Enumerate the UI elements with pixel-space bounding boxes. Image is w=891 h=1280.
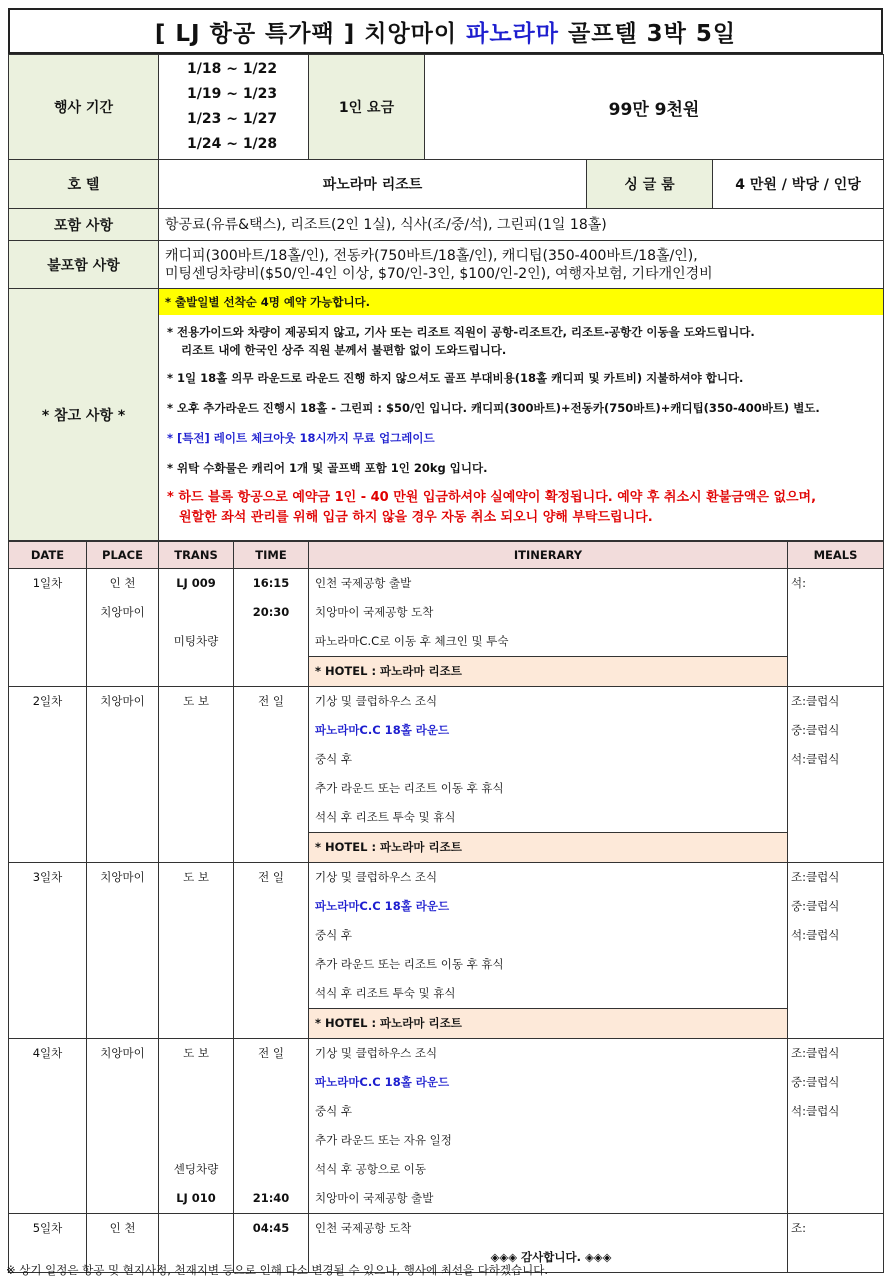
day1-place-2: 치앙마이 <box>87 598 159 627</box>
exclude-label: 불포함 사항 <box>9 241 159 289</box>
day1-trans-3: 미팅차량 <box>159 627 234 657</box>
header-time: TIME <box>234 542 309 569</box>
day2-row-5 <box>9 803 884 833</box>
day1-itin-1: 인천 국제공항 출발 <box>309 569 788 599</box>
day4-row-5 <box>9 1155 884 1184</box>
info-table <box>8 54 884 541</box>
notes-list <box>159 289 884 541</box>
itinerary-table <box>8 541 884 1273</box>
single-room-label: 싱 글 룸 <box>587 160 713 209</box>
title-prefix: [ LJ 항공 특가팩 ] 치앙마이 <box>154 20 467 47</box>
day2-itin-2: 파노라마C.C 18홀 라운드 <box>309 716 788 745</box>
exclude-value <box>159 241 884 289</box>
exclude-line-1: 캐디피(300바트/18홀/인), 전동카(750바트/18홀/인), 캐디팁(350-400바트/18홀/인), <box>165 247 698 264</box>
header-trans: TRANS <box>159 542 234 569</box>
header-itinerary: ITINERARY <box>309 542 788 569</box>
day5-time: 04:45 <box>234 1214 309 1244</box>
day4-row-2 <box>9 1068 884 1097</box>
day4-trans-5: 센딩차량 <box>159 1155 234 1184</box>
day2-place: 치앙마이 <box>87 687 159 717</box>
day1-hotel: * HOTEL : 파노라마 리조트 <box>309 657 788 687</box>
day4-date: 4일차 <box>9 1039 87 1069</box>
day4-row-3 <box>9 1097 884 1126</box>
day3-trans: 도 보 <box>159 863 234 893</box>
day5-date: 5일차 <box>9 1214 87 1244</box>
day3-meal-1: 조:클럽식 <box>788 863 884 893</box>
note-7b: 원할한 좌석 관리를 위해 입금 하지 않을 경우 자동 취소 되오니 양해 부탁드립니다. <box>179 510 653 525</box>
day4-itin-3: 중식 후 <box>309 1097 788 1126</box>
period-2: 1/19 ~ 1/23 <box>187 86 278 102</box>
day1-time-1: 16:15 <box>234 569 309 599</box>
include-label: 포함 사항 <box>9 209 159 241</box>
day2-row-4 <box>9 774 884 803</box>
day5-meal-1: 조: <box>788 1214 884 1244</box>
fee-label: 1인 요금 <box>309 55 425 160</box>
note-6: * 위탁 수화물은 캐리어 1개 및 골프백 포함 1인 20kg 입니다. <box>167 461 488 475</box>
day3-date: 3일차 <box>9 863 87 893</box>
day4-itin-4: 추가 라운드 또는 자유 일정 <box>309 1126 788 1155</box>
day2-meal-1: 조:클럽식 <box>788 687 884 717</box>
header-meals: MEALS <box>788 542 884 569</box>
title-table <box>8 8 883 54</box>
period-4: 1/24 ~ 1/28 <box>187 136 278 152</box>
day4-time-6: 21:40 <box>234 1184 309 1214</box>
day5-itin-1: 인천 국제공항 도착 <box>309 1214 788 1244</box>
day1-row-3 <box>9 627 884 657</box>
period-3: 1/23 ~ 1/27 <box>187 111 278 127</box>
day3-itin-3: 중식 후 <box>309 921 788 950</box>
day1-itin-2: 치앙마이 국제공항 도착 <box>309 598 788 627</box>
period-dates <box>159 55 309 160</box>
day4-itin-2: 파노라마C.C 18홀 라운드 <box>309 1068 788 1097</box>
day3-itin-5: 석식 후 리조트 투숙 및 휴식 <box>309 979 788 1009</box>
day1-time-2: 20:30 <box>234 598 309 627</box>
day3-itin-1: 기상 및 클럽하우스 조식 <box>309 863 788 893</box>
day4-time-1: 전 일 <box>234 1039 309 1069</box>
day3-itin-2: 파노라마C.C 18홀 라운드 <box>309 892 788 921</box>
hotel-value: 파노라마 리조트 <box>159 160 587 209</box>
note-2 <box>159 315 883 361</box>
day4-meal-2: 중:클럽식 <box>788 1068 884 1097</box>
title-highlight: 파노라마 <box>466 20 559 47</box>
day2-itin-5: 석식 후 리조트 투숙 및 휴식 <box>309 803 788 833</box>
day1-row-4 <box>9 657 884 687</box>
day2-trans: 도 보 <box>159 687 234 717</box>
day1-itin-3: 파노라마C.C로 이동 후 체크인 및 투숙 <box>309 627 788 657</box>
exclude-line-2: 미팅센딩차량비($50/인-4인 이상, $70/인-3인, $100/인-2인), 여행자보험, 기타개인경비 <box>165 265 713 282</box>
period-label: 행사 기간 <box>9 55 159 160</box>
day2-meal-3: 석:클럽식 <box>788 745 884 774</box>
day5-place: 인 천 <box>87 1214 159 1244</box>
note-2a: * 전용가이드와 차량이 제공되지 않고, 기사 또는 리조트 직원이 공항-리조트간, 리조트-공항간 이동을 도와드립니다. <box>167 325 755 339</box>
day3-row-4 <box>9 950 884 979</box>
thanks-message: ◈◈◈ 감사합니다. ◈◈◈ <box>309 1243 788 1273</box>
day1-row-2 <box>9 598 884 627</box>
include-value: 항공료(유류&택스), 리조트(2인 1실), 식사(조/중/석), 그린피(1일 18홀) <box>159 209 884 241</box>
day2-row-1 <box>9 687 884 717</box>
day3-place: 치앙마이 <box>87 863 159 893</box>
day3-hotel: * HOTEL : 파노라마 리조트 <box>309 1009 788 1039</box>
day1-trans-1: LJ 009 <box>159 569 234 599</box>
note-2b: 리조트 내에 한국인 상주 직원 분께서 불편함 없이 도와드립니다. <box>181 343 507 357</box>
fee-value: 99만 9천원 <box>425 55 884 160</box>
day2-itin-1: 기상 및 클럽하우스 조식 <box>309 687 788 717</box>
day1-date: 1일차 <box>9 569 87 599</box>
day3-row-1 <box>9 863 884 893</box>
day3-meal-2: 중:클럽식 <box>788 892 884 921</box>
day3-row-5 <box>9 979 884 1009</box>
day3-row-2 <box>9 892 884 921</box>
note-3: * 1일 18홀 의무 라운드로 라운드 진행 하지 않으셔도 골프 부대비용(18홀 캐디피 및 카트비) 지불하셔야 합니다. <box>167 371 744 385</box>
notes-label: * 참고 사항 * <box>9 289 159 541</box>
day4-itin-1: 기상 및 클럽하우스 조식 <box>309 1039 788 1069</box>
day2-itin-4: 추가 라운드 또는 리조트 이동 후 휴식 <box>309 774 788 803</box>
day4-trans-1: 도 보 <box>159 1039 234 1069</box>
note-5: * [특전] 레이트 체크아웃 18시까지 무료 업그레이드 <box>167 431 435 445</box>
note-7a: * 하드 블록 항공으로 예약금 1인 - 40 만원 입금하셔야 실예약이 확정됩니다. 예약 후 취소시 환불금액은 없으며, <box>167 490 817 505</box>
single-room-value: 4 만원 / 박당 / 인당 <box>713 160 884 209</box>
title-suffix: 골프텔 3박 5일 <box>559 20 737 47</box>
day4-place: 치앙마이 <box>87 1039 159 1069</box>
period-1: 1/18 ~ 1/22 <box>187 61 278 77</box>
day2-row-2 <box>9 716 884 745</box>
day1-row-1 <box>9 569 884 599</box>
day2-row-6 <box>9 833 884 863</box>
day4-row-1 <box>9 1039 884 1069</box>
note-7 <box>159 482 883 533</box>
day3-row-6 <box>9 1009 884 1039</box>
day4-row-4 <box>9 1126 884 1155</box>
day4-itin-5: 석식 후 공항으로 이동 <box>309 1155 788 1184</box>
day2-date: 2일차 <box>9 687 87 717</box>
day2-meal-2: 중:클럽식 <box>788 716 884 745</box>
day4-trans-6: LJ 010 <box>159 1184 234 1214</box>
day5-row-1 <box>9 1214 884 1244</box>
day3-meal-3: 석:클럽식 <box>788 921 884 950</box>
day2-time: 전 일 <box>234 687 309 717</box>
day3-time: 전 일 <box>234 863 309 893</box>
header-date: DATE <box>9 542 87 569</box>
itinerary-sheet <box>8 8 883 1273</box>
note-4: * 오후 추가라운드 진행시 18홀 - 그린피 : $50/인 입니다. 캐디피(300바트)+전동카(750바트)+캐디팁(350-400바트) 별도. <box>167 401 820 415</box>
footer-note: ※ 상기 일정은 항공 및 현지사정, 천재지변 등으로 인해 다소 변경될 수 있으나, 행사에 최선을 다하겠습니다. <box>6 1263 549 1277</box>
day1-meal-1: 석: <box>788 569 884 599</box>
note-1: * 출발일별 선착순 4명 예약 가능합니다. <box>159 289 883 315</box>
day4-itin-6: 치앙마이 국제공항 출발 <box>309 1184 788 1214</box>
header-place: PLACE <box>87 542 159 569</box>
day2-itin-3: 중식 후 <box>309 745 788 774</box>
hotel-label: 호 텔 <box>9 160 159 209</box>
page-title <box>9 9 882 53</box>
day2-hotel: * HOTEL : 파노라마 리조트 <box>309 833 788 863</box>
day2-row-3 <box>9 745 884 774</box>
day4-meal-3: 석:클럽식 <box>788 1097 884 1126</box>
day4-row-6 <box>9 1184 884 1214</box>
day3-row-3 <box>9 921 884 950</box>
day1-place-1: 인 천 <box>87 569 159 599</box>
day3-itin-4: 추가 라운드 또는 리조트 이동 후 휴식 <box>309 950 788 979</box>
day4-meal-1: 조:클럽식 <box>788 1039 884 1069</box>
